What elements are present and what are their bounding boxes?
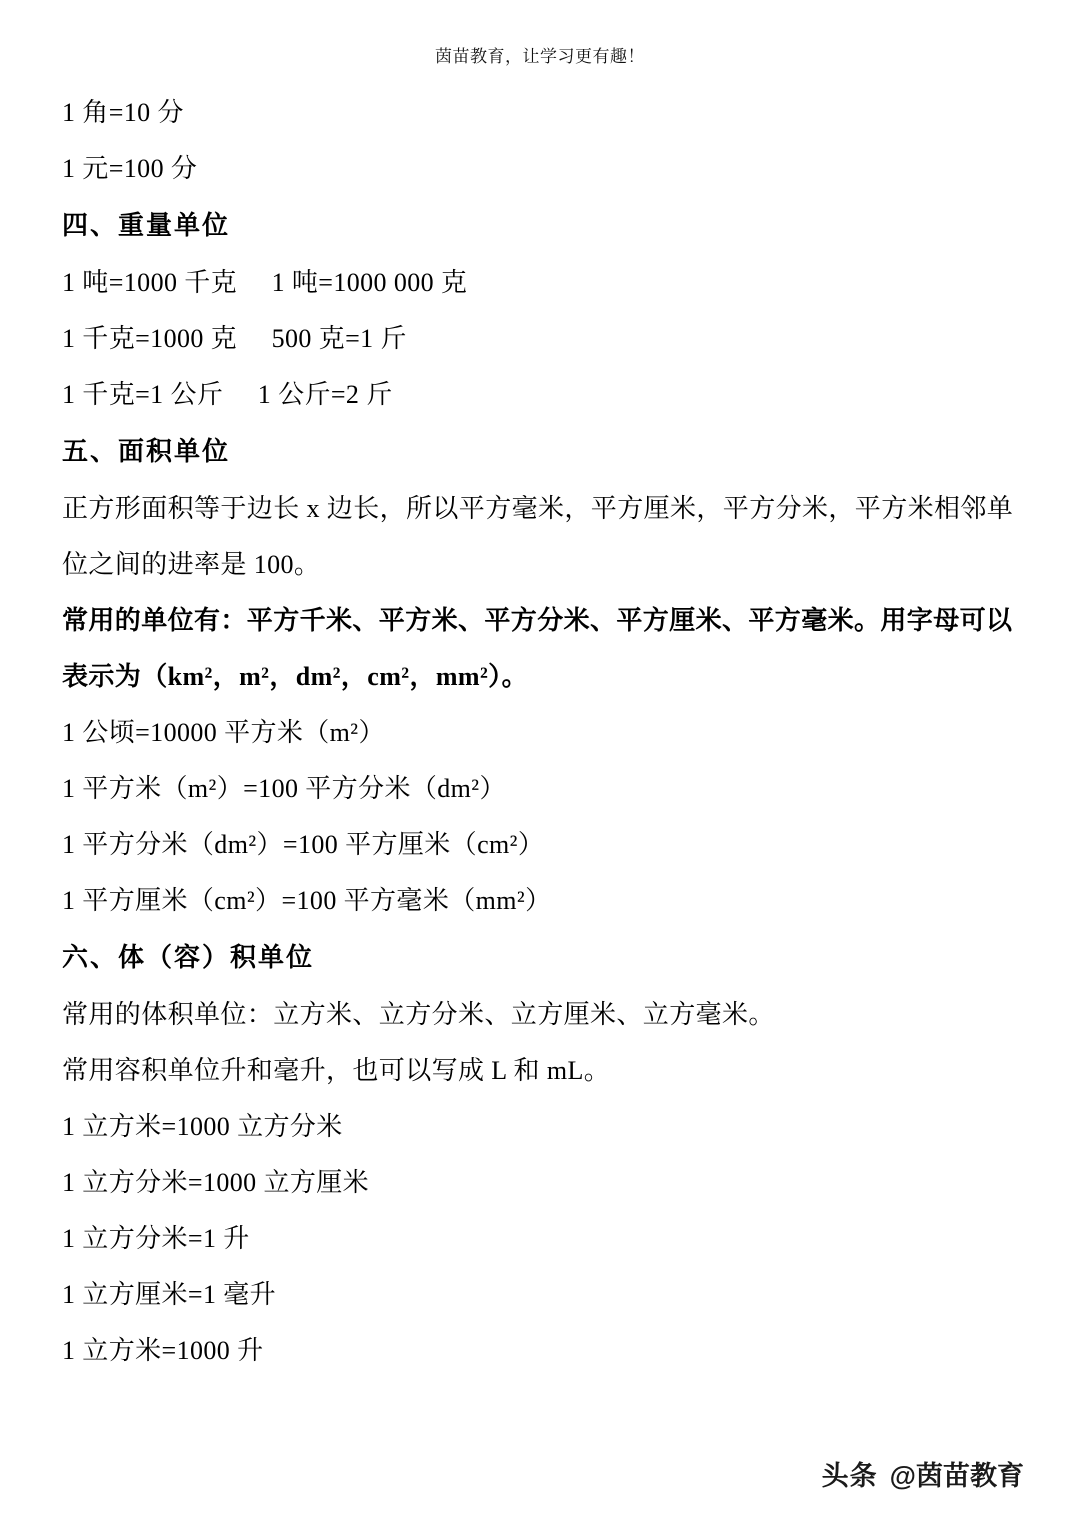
watermark-handle: @茵苗教育 <box>889 1461 1024 1491</box>
text-line: 1 吨=1000 千克 1 吨=1000 000 克 <box>62 268 468 297</box>
section-heading: 四、重量单位 <box>62 211 231 240</box>
text-line: 1 公顷=10000 平方米（m²） <box>62 718 385 747</box>
section-heading: 五、面积单位 <box>62 437 231 466</box>
text-line: 1 立方分米=1 升 <box>62 1224 250 1253</box>
text-line: 1 立方分米=1000 立方厘米 <box>62 1168 370 1197</box>
text-line: 1 立方米=1000 升 <box>62 1336 264 1365</box>
section-heading: 六、体（容）积单位 <box>62 943 315 972</box>
text-line: 1 元=100 分 <box>62 154 198 183</box>
text-line: 常用容积单位升和毫升，也可以写成 L 和 mL。 <box>62 1056 611 1085</box>
text-line: 1 平方米（m²）=100 平方分米（dm²） <box>62 774 506 803</box>
text-line: 1 千克=1 公斤 1 公斤=2 斤 <box>62 380 393 409</box>
text-line: 1 平方分米（dm²）=100 平方厘米（cm²） <box>62 830 545 859</box>
watermark-platform: 头条 <box>821 1461 878 1491</box>
text-line: 常用的体积单位：立方米、立方分米、立方厘米、立方毫米。 <box>62 1000 775 1029</box>
text-line: 1 平方厘米（cm²）=100 平方毫米（mm²） <box>62 886 552 915</box>
watermark <box>822 1454 1024 1493</box>
text-line: 1 立方厘米=1 毫升 <box>62 1280 277 1309</box>
text-line: 1 立方米=1000 立方分米 <box>62 1112 343 1141</box>
text-line: 1 角=10 分 <box>62 98 184 127</box>
paragraph: 正方形面积等于边长 x 边长，所以平方毫米，平方厘米，平方分米，平方米相邻单位之间的进率是 100。 <box>62 494 1014 579</box>
paragraph: 常用的单位有：平方千米、平方米、平方分米、平方厘米、平方毫米。用字母可以表示为（km²，m²，dm²，cm²，mm²）。 <box>62 606 1013 691</box>
document-content <box>0 67 1080 1379</box>
page-header: 茵苗教育，让学习更有趣！ <box>435 47 645 66</box>
text-line: 1 千克=1000 克 500 克=1 斤 <box>62 324 407 353</box>
